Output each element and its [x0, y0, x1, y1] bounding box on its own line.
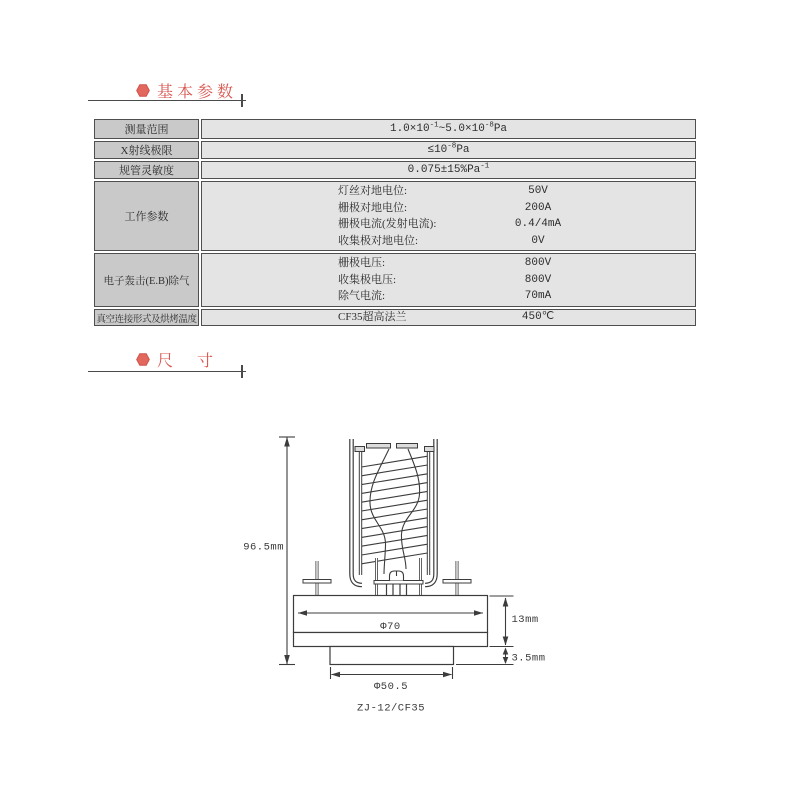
- table-row: [94, 161, 696, 179]
- parameter-name: 栅极电流(发射电流):: [338, 218, 437, 230]
- row-value: [201, 141, 696, 159]
- parameter-line: [202, 233, 695, 250]
- value-text: Pa: [493, 123, 508, 135]
- stub-height-label: 3.5mm: [511, 652, 546, 665]
- parameter-value: 50V: [528, 185, 548, 197]
- section-header-dimensions: [88, 348, 217, 371]
- row-value-group: [201, 309, 696, 326]
- table-row: [94, 253, 696, 307]
- value-text: ~5.0×10: [438, 123, 485, 135]
- row-value-group: [201, 181, 696, 251]
- parameter-line: [202, 183, 695, 200]
- value-text: 1.0×10: [389, 123, 430, 135]
- parameter-name: 除气电流:: [338, 290, 386, 303]
- table-row: [94, 181, 696, 251]
- value-superscript: -8: [484, 121, 494, 130]
- parameter-name: 栅极对地电位:: [338, 201, 408, 214]
- parameter-line: [202, 216, 695, 233]
- row-label: 规管灵敏度: [94, 161, 199, 179]
- row-label: 电子轰击(E.B)除气: [94, 253, 199, 307]
- parameter-line: [202, 255, 695, 272]
- dimension-stub-diameter: [331, 667, 453, 679]
- parameter-value: 800V: [524, 273, 552, 286]
- parameter-name: 收集极电压:: [338, 273, 397, 286]
- value-superscript: -1: [429, 121, 439, 130]
- value-superscript: -1: [480, 162, 490, 171]
- parameter-name: 灯丝对地电位:: [338, 185, 408, 197]
- dimension-flange-thickness: [490, 596, 514, 647]
- table-row: [94, 309, 696, 326]
- top-electrode-bars: [355, 444, 434, 452]
- section-rule: [88, 371, 246, 372]
- section-header-basic-params: [88, 79, 237, 102]
- parameter-value: 0.4/4mA: [514, 218, 562, 230]
- row-label: 真空连接形式及烘烤温度: [94, 309, 199, 326]
- dimension-stub-height: [456, 648, 514, 665]
- height-dimension-label: 96.5mm: [243, 541, 284, 554]
- parameter-line: [202, 310, 695, 325]
- parameter-value: 0V: [531, 234, 545, 247]
- section-rule: [88, 100, 246, 101]
- flange-thickness-label: 13mm: [511, 614, 539, 626]
- hexagon-bullet-icon: [88, 353, 150, 366]
- parameter-value: 450℃: [521, 311, 555, 323]
- row-value-group: [201, 253, 696, 307]
- table-row: [94, 119, 696, 139]
- stub-diameter-label: Φ50.5: [373, 681, 409, 693]
- value-text: ≤10: [427, 144, 448, 156]
- value-text: Pa: [456, 144, 470, 156]
- row-label: X射线极限: [94, 141, 199, 159]
- value-superscript: -8: [447, 142, 457, 151]
- value-text: 0.075±15%Pa: [407, 164, 481, 176]
- section-title-dimensions: 尺 寸: [157, 353, 218, 370]
- parameter-name: 收集极对地电位:: [338, 234, 419, 247]
- parameter-name: 栅极电压:: [338, 257, 386, 270]
- parameters-table: [92, 117, 698, 328]
- parameter-name: CF35超高法兰: [338, 311, 407, 323]
- parameter-line: [202, 200, 695, 217]
- parameter-value: 800V: [524, 257, 552, 270]
- rule-cross-tick: [241, 94, 243, 107]
- rule-cross-tick: [241, 365, 243, 378]
- table-row: [94, 141, 696, 159]
- row-label: 工作参数: [94, 181, 199, 251]
- parameter-line: [202, 288, 695, 305]
- hexagon-bullet-icon: [88, 84, 150, 97]
- section-title-basic-params: 基本参数: [157, 84, 238, 101]
- parameter-value: 200A: [524, 201, 552, 214]
- parameter-value: 70mA: [524, 290, 552, 303]
- row-label: 测量范围: [94, 119, 199, 139]
- row-value: [201, 161, 696, 179]
- gauge-tube-dimension-drawing: [240, 425, 570, 725]
- row-value: [201, 119, 696, 139]
- base-pins: [303, 558, 471, 595]
- flange-diameter-label: Φ70: [380, 621, 401, 633]
- parameter-line: [202, 272, 695, 289]
- drawing-caption: ZJ-12/CF35: [356, 702, 426, 715]
